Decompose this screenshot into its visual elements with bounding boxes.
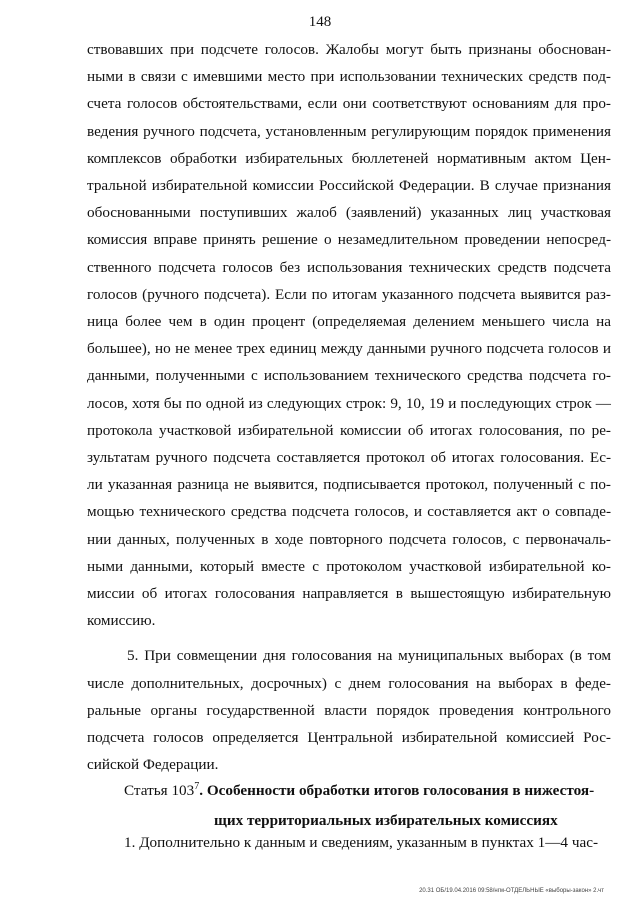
footer-stamp: 20.31 ОБ/19.04.2016 09:58/нгм-ОТДЕЛЬНЫЕ «выборы-закон» 2.чт [419, 888, 604, 894]
text-line: ными в связи с имевшими место при использовании технических средств под- [87, 68, 611, 86]
text-line: ными данными, который вместе с протоколом участковой избирательной ко- [87, 557, 611, 575]
text-line: лосов, хотя бы по одной из следующих строк: 9, 10, 19 и последующих строк — [87, 394, 611, 412]
text-line: подсчета голосов определяется Центральной избирательной комиссией Рос- [87, 729, 611, 747]
body-text [87, 36, 611, 778]
article-title: . Особенности обработки итогов голосования в нижестоя- [199, 782, 595, 800]
text-line: ральные органы государственной власти порядок проведения контрольного [87, 701, 611, 719]
text-line: нии данных, полученных в ходе повторного подсчета голосов, с первоначаль- [87, 530, 611, 548]
paragraph-5 [87, 642, 611, 778]
text-line: большее), но не менее трех единиц между данными ручного подсчета голосов и [87, 340, 611, 358]
article-title-line-2: щих территориальных избирательных комиссиях [214, 812, 558, 830]
text-line: миссии об итогах голосования направляется в вышестоящую избирательную [87, 585, 611, 603]
text-line: ли указанная разница не выявится, подписывается протокол, полученный с по- [87, 476, 611, 494]
text-line: протокола участковой избирательной комиссии об итогах голосования, по ре- [87, 421, 611, 439]
text-line: ствовавших при подсчете голосов. Жалобы могут быть признаны обоснован- [87, 41, 611, 58]
text-line: комплексов обработки избирательных бюллетеней нормативным актом Цен- [87, 149, 611, 167]
text-line: ведения ручного подсчета, установленным регулирующим порядок применения [87, 122, 611, 140]
text-line: тральной избирательной комиссии Российской Федерации. В случае признания [87, 177, 611, 195]
article-heading [124, 772, 611, 836]
article-prefix: Статья 103 [124, 782, 195, 800]
paragraph-main [87, 36, 611, 634]
text-line: сийской Федерации. [87, 756, 219, 774]
item-1: 1. Дополнительно к данным и сведениям, указанным в пунктах 1—4 час- [124, 834, 599, 851]
text-line: числе дополнительных, досрочных) с днем голосования на выборах в феде- [87, 674, 611, 692]
text-line: комиссия вправе принять решение о незамедлительном проведении непосред- [87, 231, 611, 249]
text-line: зультатам ручного подсчета составляется протокол об итогах голосования. Ес- [87, 449, 611, 467]
article-superscript: 7 [194, 781, 200, 792]
text-line: мощью технического средства подсчета голосов, и составляется акт о совпаде- [87, 503, 611, 521]
text-line: комиссию. [87, 612, 156, 630]
article-title-line-1 [124, 772, 611, 806]
text-line: голосов (ручного подсчета). Если по итогам указанного подсчета выявится раз- [87, 285, 611, 303]
text-line: обоснованными поступивших жалоб (заявлений) указанных лиц участковая [87, 204, 611, 222]
text-line: данными, полученными с использованием технического средства подсчета го- [87, 367, 611, 385]
text-line: ственного подсчета голосов без использования технических средств подсчета [87, 258, 611, 276]
text-line: ница более чем в один процент (определяемая делением меньшего числа на [87, 313, 611, 331]
text-line: 5. При совмещении дня голосования на муниципальных выборах (в том [127, 647, 611, 665]
text-line: счета голосов обстоятельствами, если они соответствуют основаниям для про- [87, 95, 611, 113]
page-number: 148 [308, 14, 332, 30]
